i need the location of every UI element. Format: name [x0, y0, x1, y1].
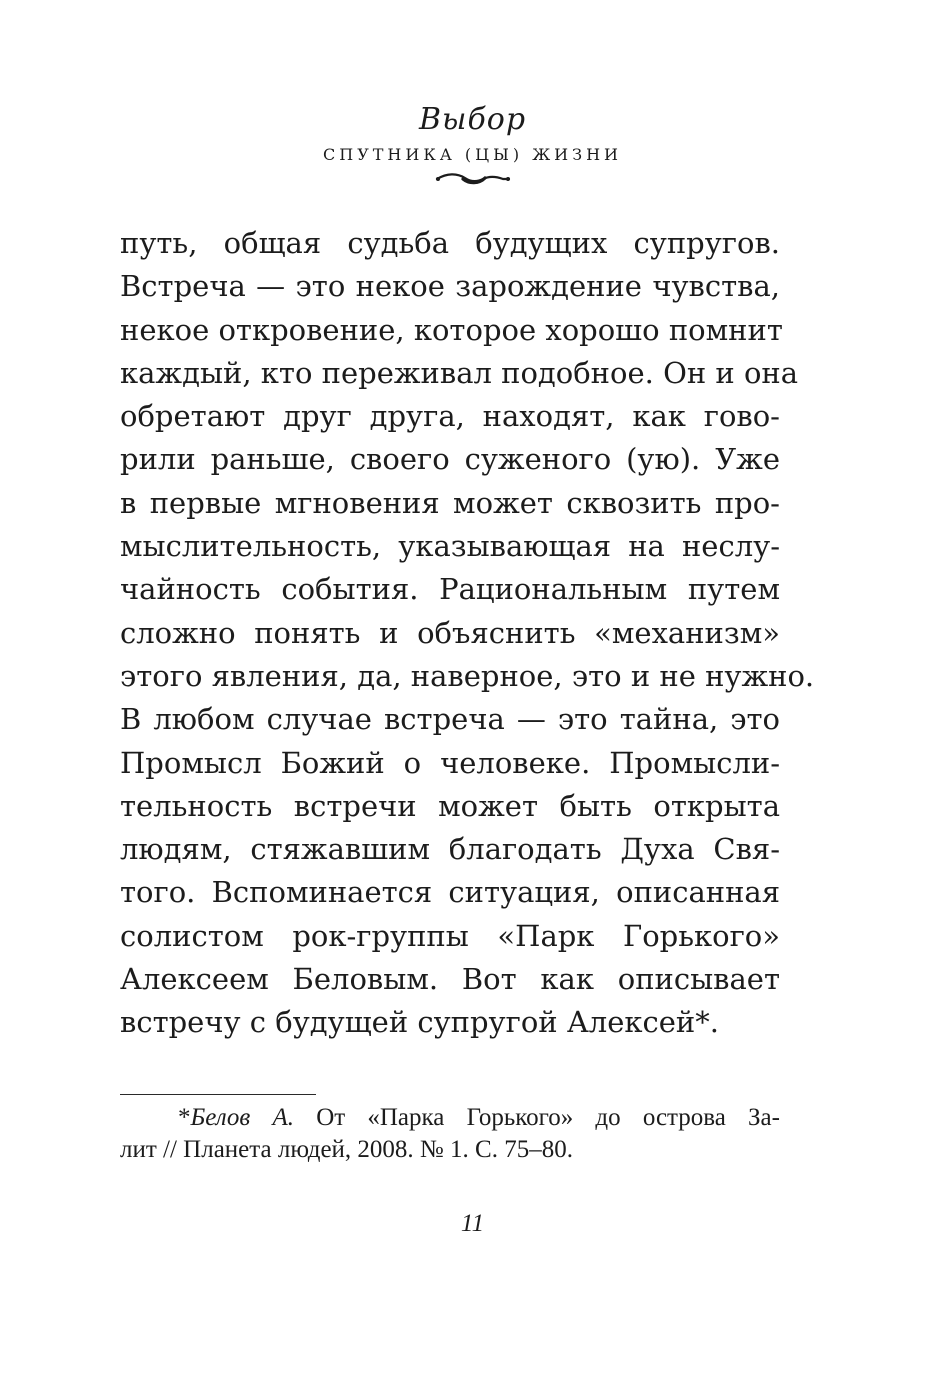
footnote-text-1: От «Парка Горького» до острова За- — [294, 1104, 780, 1131]
page-number: 11 — [460, 1210, 485, 1237]
body-line: того. Вспоминается ситуация, описанная — [120, 875, 780, 910]
flourish-ornament-icon — [433, 172, 513, 186]
body-text — [120, 222, 815, 1045]
body-line: некое откровение, которое хорошо помнит — [120, 312, 783, 347]
footnote-marker: * — [178, 1104, 191, 1131]
body-line: путь, общая судьба будущих супругов. — [120, 226, 780, 260]
body-line: В любом случае встреча — это тайна, это — [120, 702, 780, 737]
body-line: Промысл Божий о человеке. Промысли- — [120, 745, 780, 780]
footnote-line-2: лит // Планета людей, 2008. № 1. С. 75–80. — [120, 1136, 573, 1163]
body-line: каждый, кто переживал подобное. Он и она — [120, 355, 799, 390]
body-line: тельность встречи может быть открыта — [120, 788, 780, 823]
body-line: Встреча — это некое зарождение чувства, — [120, 269, 780, 304]
footnote-author: Белов А. — [190, 1104, 294, 1131]
footnote-separator — [120, 1094, 316, 1095]
body-line: Алексеем Беловым. Вот как описывает — [120, 962, 780, 997]
body-line: людям, стяжавшим благодать Духа Свя- — [120, 832, 780, 867]
body-line: солистом рок-группы «Парк Горького» — [120, 918, 780, 953]
body-line: сложно понять и объяснить «механизм» — [120, 615, 780, 650]
body-line: рили раньше, своего суженого (ую). Уже — [120, 442, 780, 477]
body-line: обретают друг друга, находят, как гово- — [120, 399, 780, 434]
footnote-line-1 — [120, 1102, 780, 1134]
body-line: в первые мгновения может сквозить про- — [120, 485, 780, 520]
body-line: мыслительность, указывающая на неслу- — [120, 529, 780, 564]
header-title: Выбор — [418, 102, 527, 137]
running-header — [0, 100, 945, 186]
header-subtitle: СПУТНИКА (ЦЫ) ЖИЗНИ — [323, 145, 622, 164]
body-line: этого явления, да, наверное, это и не нужно. — [120, 658, 815, 693]
body-line: встречу с будущей супругой Алексей*. — [120, 1005, 719, 1040]
body-line: чайность события. Рациональным путем — [120, 572, 780, 607]
footnote — [120, 1102, 780, 1166]
